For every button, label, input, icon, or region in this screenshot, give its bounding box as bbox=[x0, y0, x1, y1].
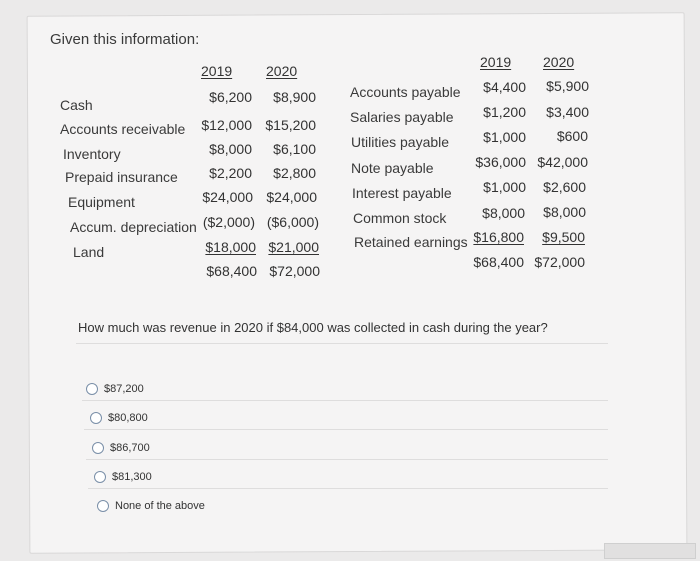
liability-value-2019: $1,000 bbox=[483, 179, 526, 195]
answer-option[interactable] bbox=[86, 380, 144, 398]
liability-value-2019: $8,000 bbox=[482, 205, 525, 221]
question-divider bbox=[76, 343, 608, 344]
option-divider bbox=[88, 488, 608, 489]
liabilities-year-2019-header: 2019 bbox=[480, 54, 512, 70]
liability-value-2020: $8,000 bbox=[543, 204, 586, 220]
asset-value-2020: $15,200 bbox=[265, 117, 316, 133]
liability-label: Accounts payable bbox=[350, 84, 461, 100]
asset-label: Prepaid insurance bbox=[65, 169, 178, 185]
liability-label: Interest payable bbox=[352, 185, 452, 201]
asset-value-2020: $21,000 bbox=[268, 239, 319, 255]
radio-icon[interactable] bbox=[92, 442, 104, 454]
asset-value-2019: $6,200 bbox=[209, 89, 252, 105]
answer-option[interactable] bbox=[97, 497, 205, 515]
question-text: How much was revenue in 2020 if $84,000 was collected in cash during the year? bbox=[78, 320, 548, 335]
answer-option-label: $80,800 bbox=[108, 412, 148, 424]
asset-value-2020: $6,100 bbox=[273, 141, 316, 157]
liability-value-2019: $4,400 bbox=[483, 79, 526, 95]
liability-value-2020: $3,400 bbox=[546, 104, 589, 120]
asset-value-2019: $8,000 bbox=[209, 141, 252, 157]
assets-year-2020-header: 2020 bbox=[266, 63, 298, 79]
liability-value-2019: $1,000 bbox=[483, 129, 526, 145]
asset-label: Accum. depreciation bbox=[70, 219, 197, 235]
asset-value-2019: $24,000 bbox=[202, 189, 253, 205]
radio-icon[interactable] bbox=[97, 500, 109, 512]
asset-value-2019: $18,000 bbox=[205, 239, 256, 255]
asset-value-2019: $2,200 bbox=[209, 165, 252, 181]
asset-value-2020: $24,000 bbox=[266, 189, 317, 205]
asset-label: Accounts receivable bbox=[60, 121, 186, 137]
answer-option[interactable] bbox=[94, 468, 152, 486]
asset-label: Equipment bbox=[68, 194, 135, 210]
asset-label: Land bbox=[73, 244, 105, 260]
answer-option-label: $86,700 bbox=[110, 442, 150, 454]
liability-label: Common stock bbox=[353, 210, 447, 226]
asset-value-2020: ($6,000) bbox=[266, 214, 319, 230]
radio-icon[interactable] bbox=[86, 383, 98, 395]
liability-value-2020: $5,900 bbox=[546, 78, 589, 94]
liabilities-year-2020-header: 2020 bbox=[543, 54, 575, 70]
radio-icon[interactable] bbox=[94, 471, 106, 483]
radio-icon[interactable] bbox=[90, 412, 102, 424]
liability-label: Salaries payable bbox=[350, 109, 454, 125]
answer-option[interactable] bbox=[90, 409, 148, 427]
option-divider bbox=[84, 429, 608, 430]
answer-option-label: $87,200 bbox=[104, 383, 144, 395]
liability-value-2020: $2,600 bbox=[543, 179, 586, 195]
liabilities-total-2020: $72,000 bbox=[534, 254, 585, 270]
liability-value-2020: $42,000 bbox=[537, 154, 588, 170]
page-corner-strip bbox=[604, 543, 696, 559]
liabilities-total-2019: $68,400 bbox=[473, 254, 524, 270]
heading: Given this information: bbox=[50, 31, 200, 48]
asset-label: Inventory bbox=[63, 146, 121, 162]
liability-label: Utilities payable bbox=[351, 134, 450, 150]
liability-value-2020: $9,500 bbox=[542, 229, 585, 245]
answer-option[interactable] bbox=[92, 439, 150, 457]
assets-total-2019: $68,400 bbox=[206, 263, 257, 279]
answer-option-label: $81,300 bbox=[112, 471, 152, 483]
liability-label: Retained earnings bbox=[354, 234, 468, 250]
asset-value-2020: $2,800 bbox=[273, 165, 316, 181]
liability-label: Note payable bbox=[351, 160, 434, 176]
assets-year-2019-header: 2019 bbox=[201, 63, 233, 79]
liability-value-2019: $36,000 bbox=[475, 154, 526, 170]
option-divider bbox=[82, 400, 608, 401]
asset-value-2019: ($2,000) bbox=[202, 214, 255, 230]
asset-label: Cash bbox=[60, 97, 93, 113]
assets-total-2020: $72,000 bbox=[269, 263, 320, 279]
liability-value-2020: $600 bbox=[556, 128, 588, 144]
liability-value-2019: $1,200 bbox=[483, 104, 526, 120]
asset-value-2019: $12,000 bbox=[201, 117, 252, 133]
answer-option-label: None of the above bbox=[115, 500, 205, 512]
liability-value-2019: $16,800 bbox=[473, 229, 524, 245]
option-divider bbox=[86, 459, 608, 460]
asset-value-2020: $8,900 bbox=[273, 89, 316, 105]
